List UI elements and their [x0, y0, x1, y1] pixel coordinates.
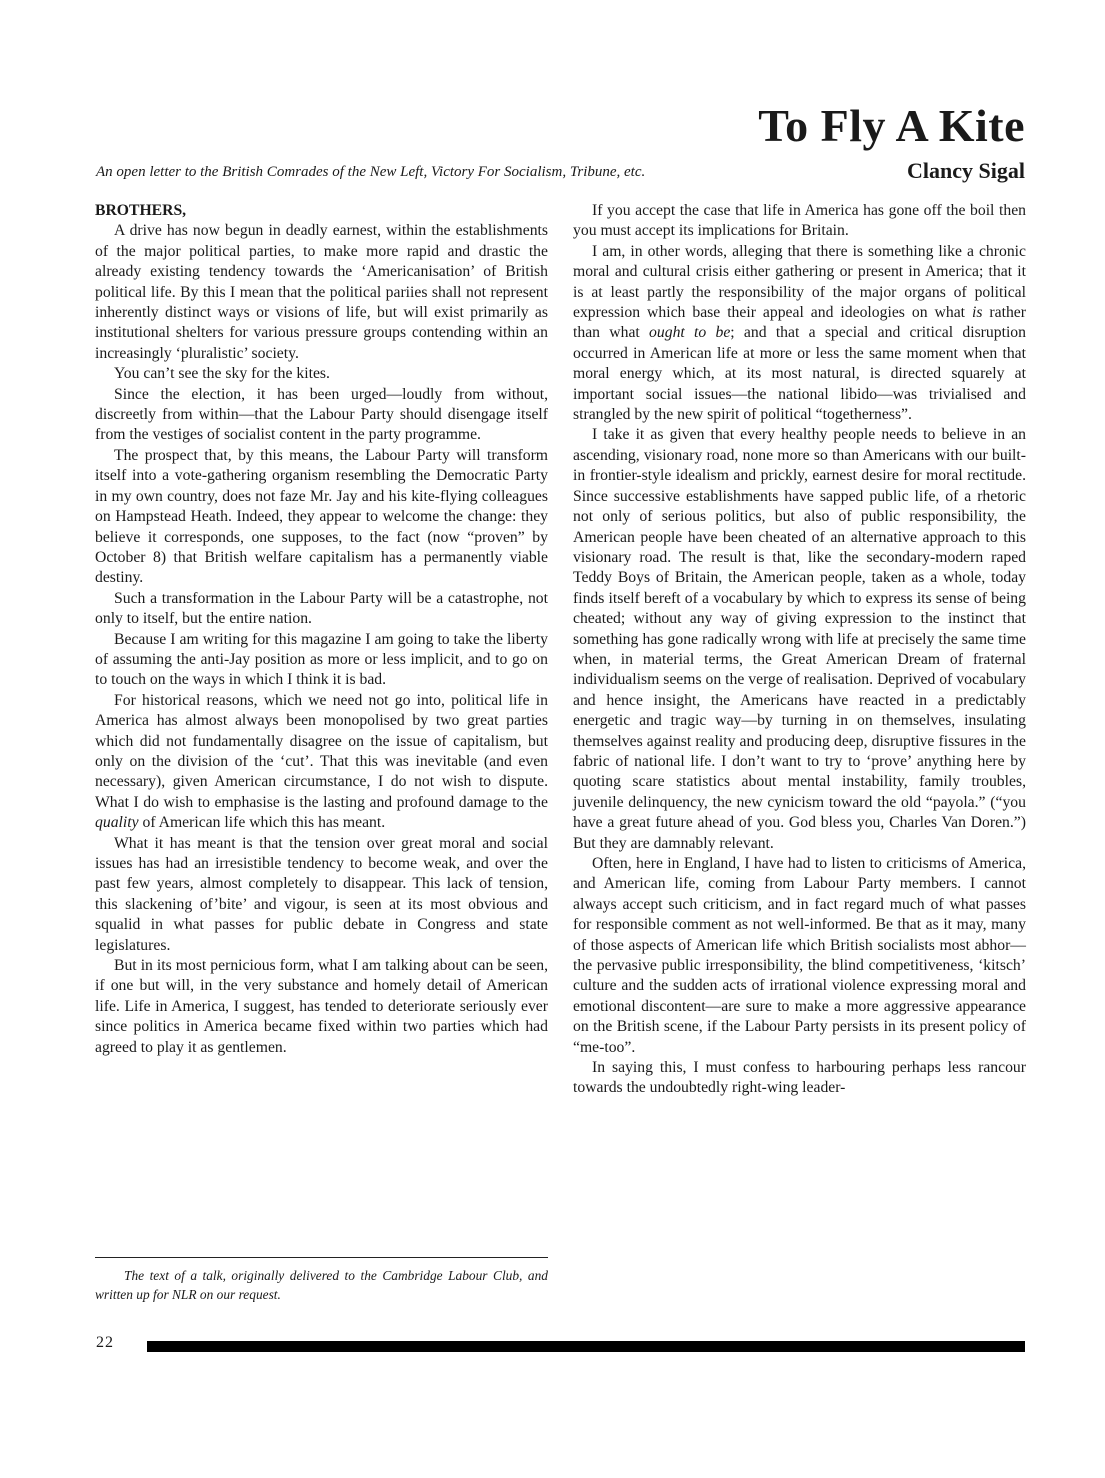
footnote-divider	[95, 1257, 548, 1258]
left-column	[95, 201, 548, 1058]
paragraph: Such a transformation in the Labour Party will be a catastrophe, not only to itself, but the entire nation.	[95, 589, 548, 628]
paragraph	[573, 242, 1026, 426]
salutation: BROTHERS,	[95, 202, 187, 219]
article-title: To Fly A Kite	[758, 100, 1025, 151]
page-number: 22	[96, 1334, 114, 1351]
paragraph: You can’t see the sky for the kites.	[114, 365, 330, 383]
paragraph: I take it as given that every healthy people needs to believe in an ascending, visionary road, none more so than Americans with our built-in frontier-style idealism and prickly, earnest desire for moral rectitude. Since successive establishments have sapped public life, of a rhetoric not only of serious politics, but also of public responsibility, the American people have been cheated of an alternative approach to this visionary road. The result is that, like the secondary-modern raped Teddy Boys of Britain, the American people, taken as a whole, today finds itself bereft of a vocabulary by which to express its sense of being cheated; without any way of giving expression to the instinct that something has gone radically wrong with life at precisely the same time when, in material terms, the Great American Dream of fraternal individualism seems on the verge of realisation. Deprived of vocabulary and hence insight, the Americans have reacted in a predictably energetic and tragic way—by turning in on themselves, insulating themselves against reality and producing deep, disruptive fissures in the fabric of national life. I don’t want to try to ‘prove’ anything here by quoting scare statistics about mental instability, family troubles, juvenile delinquency, the new cynicism toward the old “payola.” (“you have a great future ahead of you. God bless you, Charles Van Doren.”) But they are damnably relevant.	[573, 426, 1026, 852]
text-run: ; and that a special and critical disruption occurred in American life at more or less the same moment when that moral energy which, at its most natural, is directed squarely at important social issues—the national libido—was trivialised and strangled by the new spirit of political “togetherness”.	[573, 324, 1026, 424]
text-run: of American life which this has meant.	[142, 814, 386, 832]
emphasis: ought to be	[649, 324, 731, 342]
paragraph: Because I am writing for this magazine I am going to take the liberty of assuming the anti-Jay position as more or less implicit, and to go on to touch on the ways in which I think it is bad.	[95, 630, 548, 689]
footnote	[95, 1266, 548, 1304]
paragraph: A drive has now begun in deadly earnest, within the establishments of the major political parties, to make more rapid and drastic the already existing tendency towards the ‘Americanisation’ of British political life. By this I mean that the political pariies shall not represent inherently distinct ways or visions of life, but will exist primarily as institutional shelters for various pressure groups contending within an increasingly ‘pluralistic’ society.	[95, 222, 548, 362]
author-name: Clancy Sigal	[907, 158, 1025, 183]
article-subtitle: An open letter to the British Comrades of the New Left, Victory For Socialism, Tribune, etc.	[96, 164, 646, 180]
text-run: rather than what	[573, 304, 1026, 342]
right-column	[573, 201, 1026, 1099]
paragraph: Often, here in England, I have had to listen to criticisms of America, and American life, coming from Labour Party members. I cannot always accept such criticism, and in fact regard much of what passes for responsible comment as not well-informed. Be that as it may, many of those aspects of American life which British socialists most abhor—the pervasive public irresponsibility, the blind competitiveness, ‘kitsch’ culture and the sudden acts of irrational violence expressing moral and emotional discontent—are sure to make a more aggressive appearance on the British scene, if the Labour Party persists in its present policy of “me-too”.	[573, 855, 1026, 1056]
emphasis: quality	[95, 814, 139, 832]
paragraph: What it has meant is that the tension over great moral and social issues has had an irresistible tendency to become weak, and over the past few years, almost completely to disappear. This lack of tension, this slackening of’bite’ and vigour, is seen at its most obvious and squalid in what passes for public debate in Congress and state legislatures.	[95, 834, 548, 954]
text-run: For historical reasons, which we need not go into, political life in America has almost always been monopolised by two great parties which did not fundamentally disagree on the issue of capitalism, but only on the division of the ‘cut’. That this was inevitable (and even necessary), given American circumstance, I do not wish to dispute. What I do wish to emphasise is the lasting and profound damage to the	[95, 691, 548, 811]
footnote-text: The text of a talk, originally delivered to the Cambridge Labour Club, and written up for NLR on our request.	[95, 1268, 548, 1302]
paragraph: But in its most pernicious form, what I am talking about can be seen, if one but will, in the very substance and homely detail of American life. Life in America, I suggest, has tended to deteriorate seriously ever since politics in America became fixed within two parties which had agreed to play it as gentlemen.	[95, 957, 548, 1056]
text-run: I am, in other words, alleging that there is something like a chronic moral and cultural crisis either gathering or present in America; that it is at least partly the responsibility of the major organs of political expression which base their appeal and ideologies on what	[573, 242, 1026, 322]
paragraph: The prospect that, by this means, the Labour Party will transform itself into a vote-gathering organism resembling the Democratic Party in my own country, does not faze Mr. Jay and his kite-flying colleagues on Hampstead Heath. Indeed, they appear to welcome the change: they believe it corresponds, one supposes, to the fact (now “proven” by October 8) that British welfare capitalism has a permanently viable destiny.	[95, 446, 548, 587]
paragraph	[95, 691, 548, 834]
paragraph: If you accept the case that life in America has gone off the boil then you must accept its implications for Britain.	[573, 202, 1026, 240]
paragraph: Since the election, it has been urged—loudly from without, discreetly from within—that the Labour Party should disengage itself from the vestiges of socialist content in the party programme.	[95, 385, 548, 444]
emphasis: is	[971, 304, 983, 322]
paragraph: In saying this, I must confess to harbouring perhaps less rancour towards the undoubtedly right-wing leader-	[573, 1059, 1026, 1097]
footer-rule-bar	[147, 1341, 1025, 1352]
